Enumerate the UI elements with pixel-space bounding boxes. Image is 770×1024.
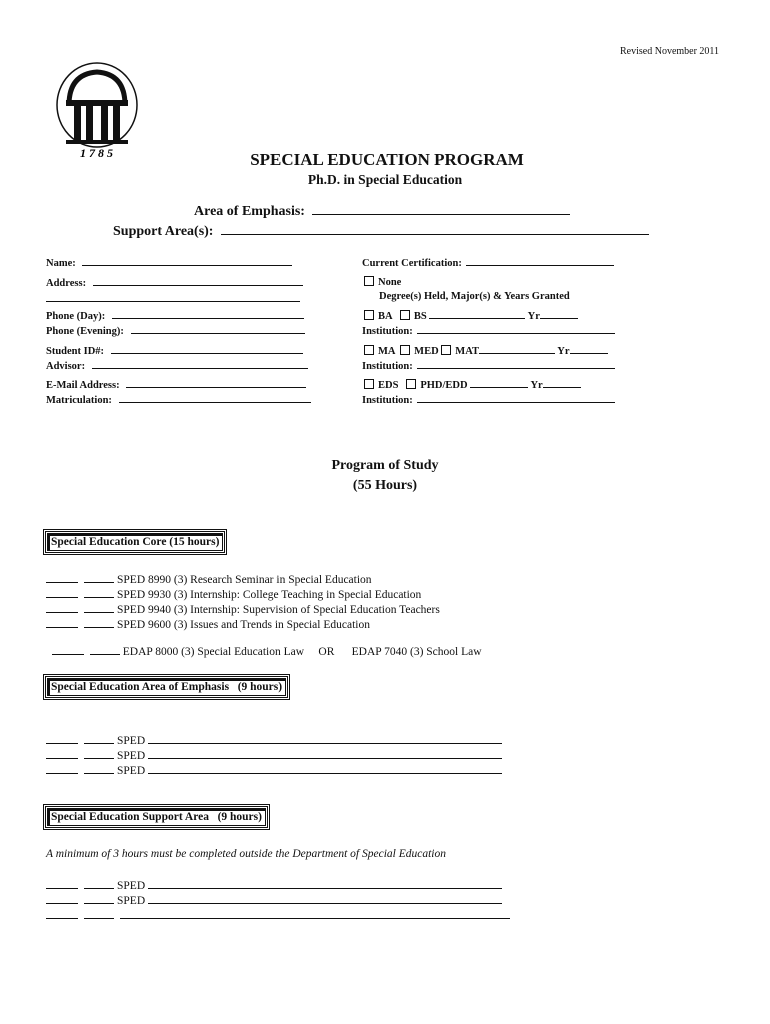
course-prefix: SPED	[117, 750, 146, 762]
institution-row-1	[362, 324, 615, 337]
term-blank[interactable]	[84, 908, 114, 919]
mat-checkbox[interactable]	[441, 345, 451, 355]
term-blank[interactable]	[84, 572, 114, 583]
grade-blank[interactable]	[52, 644, 84, 655]
phd-edd-checkbox[interactable]	[406, 379, 416, 389]
none-checkbox[interactable]	[364, 276, 374, 286]
email-row	[46, 378, 306, 391]
support-course-row	[46, 878, 502, 892]
advisor-field[interactable]	[92, 359, 308, 369]
course-row	[46, 602, 440, 616]
matriculation-row	[46, 393, 311, 406]
emphasis-heading: Special Education Area of Emphasis (9 hours)	[47, 678, 286, 696]
name-row	[46, 256, 292, 269]
term-blank[interactable]	[84, 748, 114, 759]
doctoral-year-field[interactable]	[543, 378, 581, 388]
degrees-heading: Degree(s) Held, Major(s) & Years Granted	[379, 291, 570, 302]
phd-edd-label: PHD/EDD	[420, 380, 468, 391]
bs-label: BS	[413, 311, 427, 322]
phone-day-field[interactable]	[112, 309, 304, 319]
support-course-field[interactable]	[148, 878, 502, 889]
med-checkbox[interactable]	[400, 345, 410, 355]
email-field[interactable]	[126, 378, 306, 388]
address-row	[46, 276, 303, 289]
phone-evening-label: Phone (Evening):	[46, 326, 124, 337]
grade-blank[interactable]	[46, 602, 78, 613]
support-areas-row	[113, 222, 649, 240]
current-certification-field[interactable]	[466, 256, 614, 266]
address-field[interactable]	[93, 276, 303, 286]
phone-day-row	[46, 309, 304, 322]
grade-blank[interactable]	[46, 587, 78, 598]
eds-label: EDS	[378, 380, 399, 391]
grade-blank[interactable]	[46, 572, 78, 583]
area-of-emphasis-label: Area of Emphasis:	[194, 204, 305, 219]
course-row	[46, 617, 370, 631]
emphasis-course-row	[46, 748, 502, 762]
page-title: SPECIAL EDUCATION PROGRAM	[250, 150, 524, 169]
course-label: EDAP 8000 (3) Special Education Law OR EDAP 7040 (3) School Law	[122, 646, 482, 658]
name-field[interactable]	[82, 256, 292, 266]
course-row	[46, 572, 372, 586]
support-note: A minimum of 3 hours must be completed outside the Department of Special Education	[46, 848, 446, 860]
institution-label: Institution:	[362, 395, 413, 406]
current-certification-label: Current Certification:	[362, 258, 462, 269]
support-section-header	[43, 804, 270, 830]
phone-evening-row	[46, 324, 305, 337]
bs-checkbox[interactable]	[400, 310, 410, 320]
term-blank[interactable]	[84, 763, 114, 774]
term-blank[interactable]	[90, 644, 120, 655]
eds-checkbox[interactable]	[364, 379, 374, 389]
term-blank[interactable]	[84, 893, 114, 904]
address-line-2	[46, 292, 300, 305]
term-blank[interactable]	[84, 587, 114, 598]
emphasis-course-field[interactable]	[148, 748, 502, 759]
emphasis-course-row	[46, 733, 502, 747]
doctoral-major-field[interactable]	[470, 378, 528, 388]
bachelor-year-field[interactable]	[540, 309, 578, 319]
course-prefix: SPED	[117, 880, 146, 892]
ba-label: BA	[378, 311, 393, 322]
student-id-row	[46, 344, 303, 357]
logo-year: 1785	[80, 146, 116, 160]
grade-blank[interactable]	[46, 748, 78, 759]
mat-label: MAT	[455, 346, 480, 357]
grade-blank[interactable]	[46, 908, 78, 919]
master-row	[364, 344, 608, 357]
email-label: E-Mail Address:	[46, 380, 120, 391]
grade-blank[interactable]	[46, 878, 78, 889]
phone-evening-field[interactable]	[131, 324, 305, 334]
institution-label: Institution:	[362, 361, 413, 372]
address-label: Address:	[46, 278, 87, 289]
support-course-row	[46, 893, 502, 907]
support-course-row	[46, 908, 510, 922]
current-certification-row	[362, 256, 614, 269]
area-of-emphasis-field[interactable]	[312, 202, 570, 215]
emphasis-course-field[interactable]	[148, 733, 502, 744]
grade-blank[interactable]	[46, 893, 78, 904]
institution-field-2[interactable]	[417, 359, 615, 369]
term-blank[interactable]	[84, 602, 114, 613]
core-heading: Special Education Core (15 hours)	[47, 533, 223, 551]
course-label: SPED 8990 (3) Research Seminar in Special Education	[117, 574, 372, 586]
institution-label: Institution:	[362, 326, 413, 337]
term-blank[interactable]	[84, 733, 114, 744]
support-areas-label: Support Area(s):	[113, 224, 214, 239]
med-label: MED	[414, 346, 439, 357]
course-prefix: SPED	[117, 895, 146, 907]
institution-row-3	[362, 393, 615, 406]
term-blank[interactable]	[84, 617, 114, 628]
name-label: Name:	[46, 258, 76, 269]
yr-label: Yr	[530, 380, 543, 391]
matriculation-label: Matriculation:	[46, 395, 112, 406]
doctoral-row	[364, 378, 581, 391]
course-label: SPED 9930 (3) Internship: College Teaching in Special Education	[117, 589, 422, 601]
grade-blank[interactable]	[46, 733, 78, 744]
revised-date: Revised November 2011	[620, 46, 720, 57]
institution-row-2	[362, 359, 615, 372]
master-major-field[interactable]	[479, 344, 555, 354]
course-label: SPED 9600 (3) Issues and Trends in Special Education	[117, 619, 370, 631]
grade-blank[interactable]	[46, 763, 78, 774]
institution-field-3[interactable]	[417, 393, 615, 403]
course-row	[46, 632, 482, 658]
course-label: SPED 9940 (3) Internship: Supervision of Special Education Teachers	[117, 604, 440, 616]
course-row	[46, 587, 421, 601]
emphasis-course-row	[46, 763, 502, 777]
matriculation-field[interactable]	[119, 393, 311, 403]
ba-checkbox[interactable]	[364, 310, 374, 320]
master-year-field[interactable]	[570, 344, 608, 354]
address-field-2[interactable]	[46, 292, 300, 302]
course-prefix: SPED	[117, 765, 146, 777]
student-id-label: Student ID#:	[46, 346, 105, 357]
grade-blank[interactable]	[46, 617, 78, 628]
page-subtitle: Ph.D. in Special Education	[307, 172, 463, 187]
support-course-field[interactable]	[120, 908, 510, 919]
advisor-label: Advisor:	[46, 361, 86, 372]
term-blank[interactable]	[84, 878, 114, 889]
ma-label: MA	[378, 346, 395, 357]
bachelor-row	[364, 309, 578, 322]
course-prefix: SPED	[117, 735, 146, 747]
ma-checkbox[interactable]	[364, 345, 374, 355]
program-hours: (55 Hours)	[352, 478, 418, 493]
support-heading: Special Education Support Area (9 hours)	[47, 808, 266, 826]
yr-label: Yr	[527, 311, 540, 322]
support-course-field[interactable]	[148, 893, 502, 904]
core-section-header	[43, 529, 227, 555]
bachelor-major-field[interactable]	[429, 309, 525, 319]
advisor-row	[46, 359, 308, 372]
student-id-field[interactable]	[111, 344, 303, 354]
program-of-study-title: Program of Study	[331, 458, 439, 473]
yr-label: Yr	[557, 346, 570, 357]
none-label: None	[378, 277, 402, 288]
emphasis-section-header	[43, 674, 290, 700]
university-arch-logo	[52, 60, 142, 160]
none-row	[364, 276, 401, 288]
emphasis-course-field[interactable]	[148, 763, 502, 774]
support-areas-field[interactable]	[221, 222, 649, 235]
phone-day-label: Phone (Day):	[46, 311, 106, 322]
institution-field-1[interactable]	[417, 324, 615, 334]
area-of-emphasis-row	[194, 202, 570, 220]
